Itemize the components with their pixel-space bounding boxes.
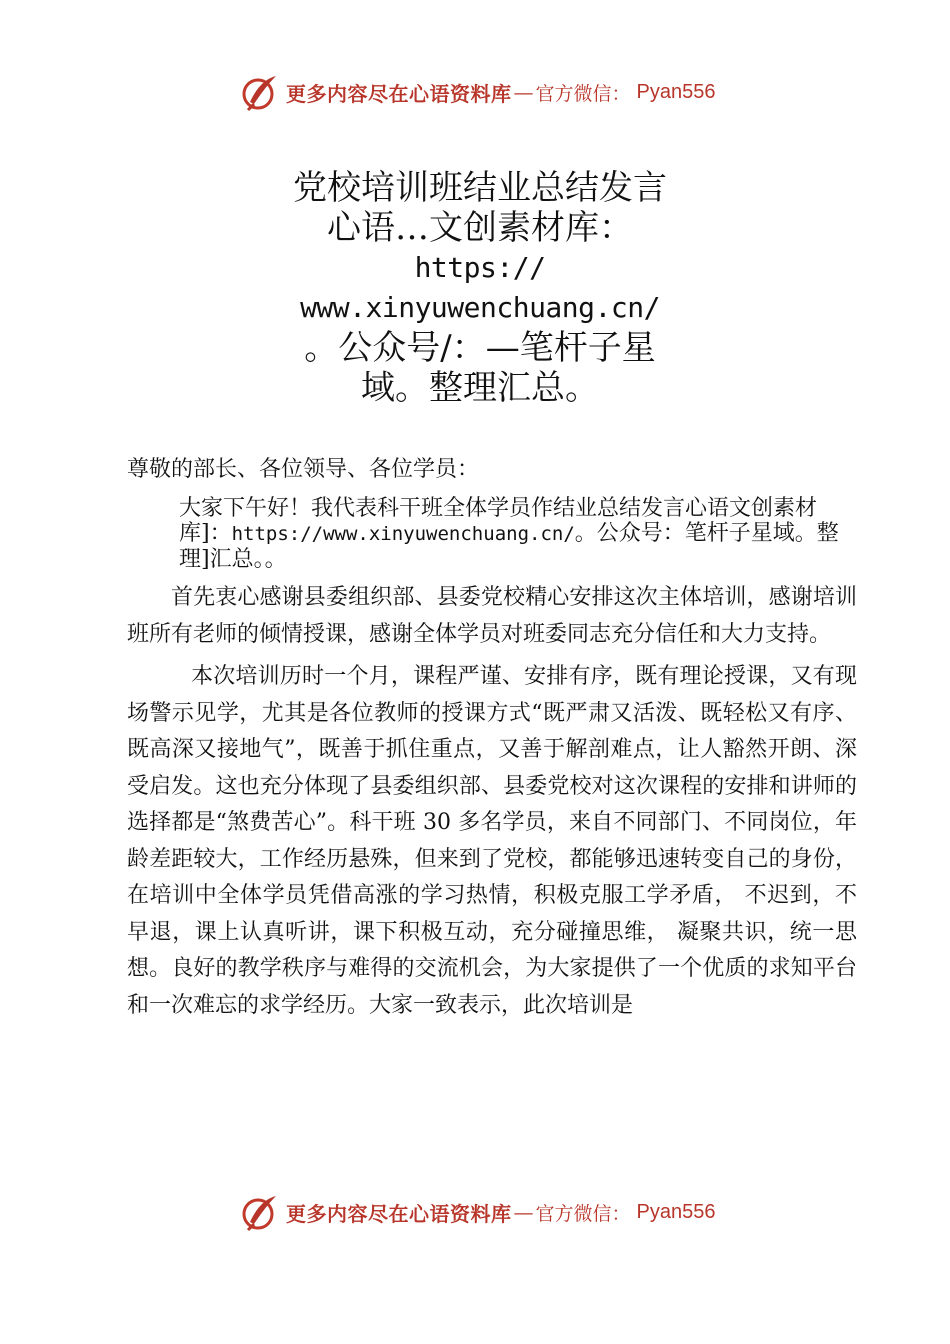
paragraph-training-summary: 本次培训历时一个月，课程严谨、安排有序，既有理论授课，又有现场警示见学，尤其是各位教师的授课方式“既严肃又活泼、既轻松又有序、既高深又接地气”，既善于抓住重点，又善于解剖难点，让人豁然开朗、深受启发。这也充分体现了县委组织部、县委党校对这次课程的安排和讲师的选择都是“煞费苦心”。科干班 30 多名学员，来自不同部门、不同岗位，年龄差距较大，工作经历悬殊，但来到了党校，都能够迅速转变自己的身份，在培训中全体学员凭借高涨的学习热情，积极克服工学矛盾， 不迟到，不早退，课上认真听讲，课下积极互动，充分碰撞思维， 凝聚共识，统一思想。良好的教学秩序与难得的交流机会，为大家提供了一个优质的求知平台和一次难忘的求学经历。大家一致表示，此次培训是 <box>127 664 857 1018</box>
title-line-4: www.xinyuwenchuang.cn/ <box>300 291 660 324</box>
banner-wechat-id: Pyan556 <box>636 80 716 103</box>
banner-separator: — <box>513 80 534 104</box>
title-line-6: 域。整理汇总。 <box>361 368 599 408</box>
intro-paragraph <box>127 496 857 572</box>
pen-logo-icon <box>240 1192 280 1232</box>
pen-logo-icon <box>240 72 280 112</box>
intro-url: https://www.xinyuwenchuang.cn/ <box>231 523 575 545</box>
intro-text-a: 大家下午好！我代表科干班全体学员作结业总结发言心语文创素材库]： <box>179 496 818 546</box>
title-line-3: https:// <box>414 251 546 284</box>
banner-text: 更多内容尽在心语资料库 <box>286 81 512 106</box>
title-line-1: 党校培训班结业总结发言 <box>293 168 667 208</box>
document-body <box>127 450 857 1030</box>
paragraph-thanks: 首先衷心感谢县委组织部、县委党校精心安排这次主体培训，感谢培训班所有老师的倾情授课，感谢全体学员对班委同志充分信任和大力支持。 <box>127 585 857 647</box>
banner-text: 更多内容尽在心语资料库 <box>286 1201 512 1226</box>
intro-text-b: 。公众号：笔杆子星域。整理]汇总。。 <box>179 521 839 572</box>
title-line-2: 心语…文创素材库： <box>327 208 633 248</box>
title-line-5: 。公众号/：—笔杆子星 <box>304 328 656 368</box>
header-banner <box>240 72 715 112</box>
banner-label: 官方微信： <box>535 1202 631 1225</box>
banner-wechat-id: Pyan556 <box>636 1200 716 1223</box>
footer-banner <box>240 1192 715 1232</box>
document-title <box>200 168 760 408</box>
banner-separator: — <box>513 1200 534 1224</box>
salutation: 尊敬的部长、各位领导、各位学员： <box>127 457 480 482</box>
banner-label: 官方微信： <box>535 82 631 105</box>
